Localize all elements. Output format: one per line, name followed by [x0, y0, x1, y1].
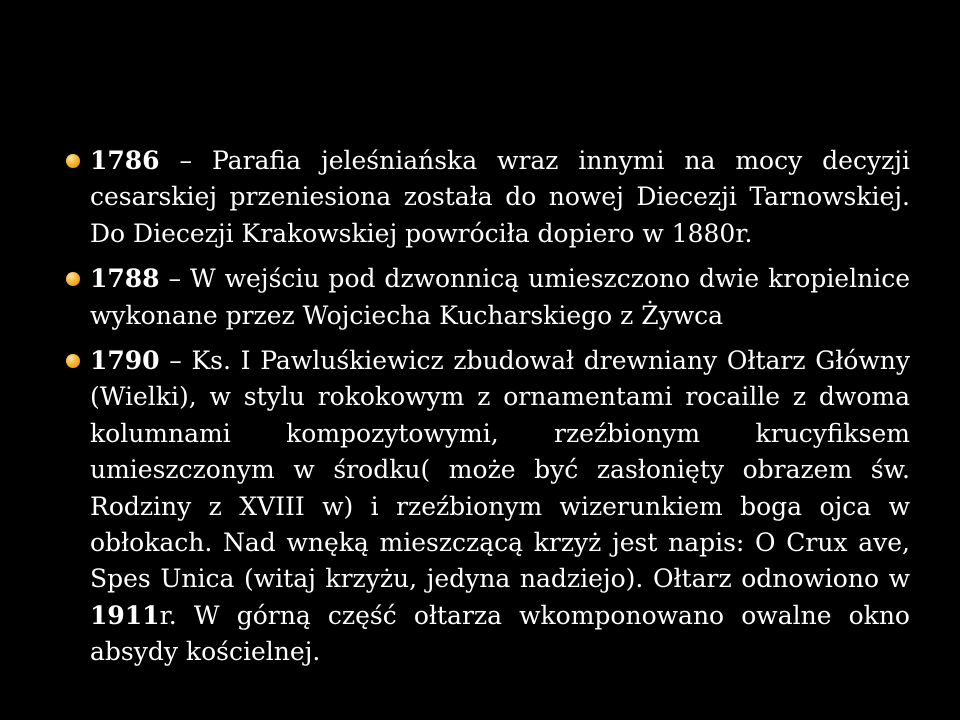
year-inline-label: 1911: [90, 600, 160, 630]
bullet-text: – Ks. I Pawluśkiewicz zbudował drewniany Ołtarz Główny (Wielki), w stylu rokokowym z ornamentami rocaille z dwoma kolumnami kompozytowymi, rzeźbionym krucyfiksem umieszczonym w środku( może być zasłonięty obrazem św. Rodziny z XVIII w) i rzeźbionym wizerunkiem boga ojca w obłokach. Nad wnęką mieszczącą krzyż jest napis: O Crux ave, Spes Unica (witaj krzyżu, jedyna nadziejo). Ołtarz odnowiono w: [90, 346, 910, 594]
year-label: 1786: [90, 146, 160, 175]
year-label: 1788: [90, 264, 160, 294]
bullet-item-1786: [62, 143, 910, 252]
year-label: 1790: [90, 346, 160, 376]
bullet-dot-icon: [66, 154, 80, 168]
bullet-text: – Parafia jeleśniańska wraz innymi na mocy decyzji cesarskiej przeniesiona została do nowej Diecezji Tarnowskiej. Do Diecezji Krakowskiej powróciła dopiero w 1880r.: [90, 146, 910, 248]
bullet-item-1790: [62, 343, 910, 671]
bullet-text: – W wejściu pod dzwonnicą umieszczono dwie kropielnice wykonane przez Wojciecha Kucharskiego z Żywca: [90, 264, 910, 330]
bullet-item-1788: [62, 261, 910, 334]
bullet-text-end: r. W górną część ołtarza wkomponowano owalne okno absydy kościelnej.: [90, 600, 910, 667]
bullet-dot-icon: [66, 354, 80, 368]
bullet-dot-icon: [66, 272, 80, 286]
bullet-list: [62, 143, 910, 680]
